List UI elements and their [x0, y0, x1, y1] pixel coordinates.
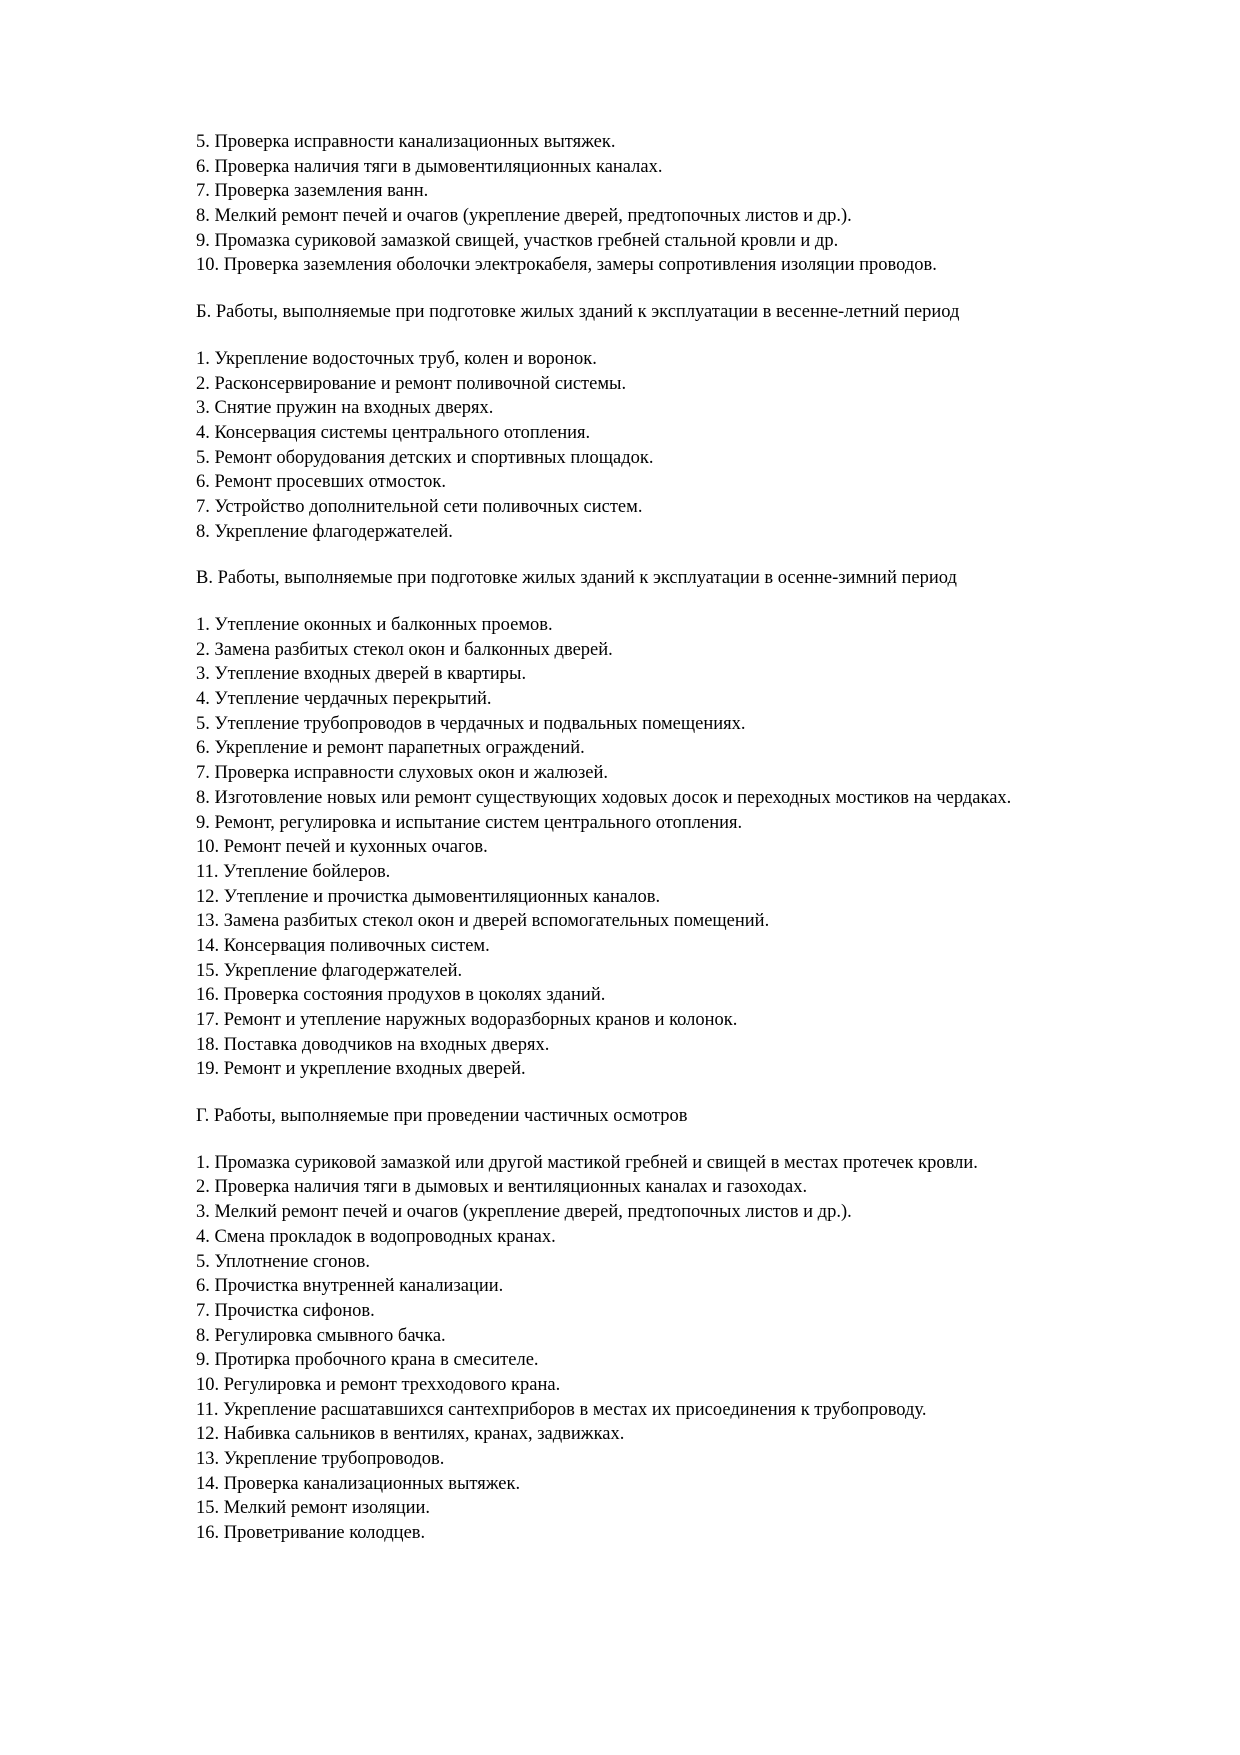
list-item: 5. Проверка исправности канализационных вытяжек. — [196, 132, 616, 152]
list-item: 8. Регулировка смывного бачка. — [196, 1325, 446, 1346]
numbered-list — [168, 613, 1072, 1082]
document-body — [168, 130, 1072, 1546]
list-item: 8. Мелкий ремонт печей и очагов (укрепление дверей, предтопочных листов и др.). — [196, 206, 852, 227]
list-item: 19. Ремонт и укрепление входных дверей. — [196, 1059, 526, 1080]
list-item: 3. Снятие пружин на входных дверях. — [196, 398, 494, 419]
numbered-list — [168, 347, 1072, 545]
list-item: 5. Уплотнение сгонов. — [196, 1251, 371, 1272]
list-item: 18. Поставка доводчиков на входных дверях. — [196, 1034, 550, 1055]
list-item: 16. Проветривание колодцев. — [196, 1523, 426, 1544]
list-item: 8. Укрепление флагодержателей. — [196, 521, 453, 542]
section-heading: Б. Работы, выполняемые при подготовке жилых зданий к эксплуатации в весенне-летний период — [196, 302, 960, 323]
paragraph-spacer — [168, 591, 1072, 613]
list-item: 6. Укрепление и ремонт парапетных ограждений. — [196, 738, 585, 759]
paragraph-spacer — [168, 325, 1072, 347]
paragraph-spacer — [168, 544, 1072, 566]
list-item: 5. Утепление трубопроводов в чердачных и подвальных помещениях. — [196, 713, 746, 734]
list-item: 10. Проверка заземления оболочки электрокабеля, замеры сопротивления изоляции проводов. — [196, 255, 937, 276]
paragraph-spacer — [168, 278, 1072, 300]
list-item: 2. Замена разбитых стекол окон и балконных дверей. — [196, 639, 613, 660]
list-item: 4. Утепление чердачных перекрытий. — [196, 689, 492, 710]
numbered-list — [168, 130, 1072, 278]
list-item: 1. Укрепление водосточных труб, колен и воронок. — [196, 348, 597, 369]
list-item: 11. Укрепление расшатавшихся сантехприборов в местах их присоединения к трубопроводу. — [196, 1399, 927, 1420]
list-item: 8. Изготовление новых или ремонт существующих ходовых досок и переходных мостиков на чердаках. — [196, 787, 1012, 808]
list-item: 11. Утепление бойлеров. — [196, 861, 391, 882]
list-item: 16. Проверка состояния продухов в цоколях зданий. — [196, 985, 606, 1006]
list-item: 9. Ремонт, регулировка и испытание систем центрального отопления. — [196, 812, 743, 833]
list-item: 10. Регулировка и ремонт трехходового крана. — [196, 1374, 561, 1395]
list-item: 9. Промазка суриковой замазкой свищей, участков гребней стальной кровли и др. — [196, 230, 839, 251]
list-item: 4. Смена прокладок в водопроводных кранах. — [196, 1226, 556, 1247]
list-item: 2. Расконсервирование и ремонт поливочной системы. — [196, 373, 627, 394]
list-item: 10. Ремонт печей и кухонных очагов. — [196, 837, 488, 858]
list-item: 5. Ремонт оборудования детских и спортивных площадок. — [196, 447, 654, 468]
list-item: 7. Проверка заземления ванн. — [196, 181, 429, 202]
list-item: 3. Мелкий ремонт печей и очагов (укрепление дверей, предтопочных листов и др.). — [196, 1202, 852, 1223]
list-item: 7. Прочистка сифонов. — [196, 1300, 375, 1321]
list-item: 14. Консервация поливочных систем. — [196, 935, 490, 956]
section-heading: В. Работы, выполняемые при подготовке жилых зданий к эксплуатации в осенне-зимний период — [196, 568, 957, 589]
list-item: 6. Проверка наличия тяги в дымовентиляционных каналах. — [196, 156, 663, 177]
list-item: 6. Ремонт просевших отмосток. — [196, 472, 447, 493]
list-item: 7. Проверка исправности слуховых окон и жалюзей. — [196, 763, 609, 784]
list-item: 12. Утепление и прочистка дымовентиляционных каналов. — [196, 886, 661, 907]
list-item: 13. Укрепление трубопроводов. — [196, 1449, 445, 1469]
list-item: 1. Утепление оконных и балконных проемов. — [196, 615, 553, 635]
list-item: 6. Прочистка внутренней канализации. — [196, 1276, 504, 1297]
list-item: 15. Мелкий ремонт изоляции. — [196, 1498, 431, 1519]
list-item: 15. Укрепление флагодержателей. — [196, 960, 463, 981]
list-item: 12. Набивка сальников в вентилях, кранах, задвижках. — [196, 1424, 625, 1445]
list-item: 2. Проверка наличия тяги в дымовых и вентиляционных каналах и газоходах. — [196, 1177, 808, 1198]
list-item: 17. Ремонт и утепление наружных водоразборных кранов и колонок. — [196, 1010, 738, 1030]
list-item: 1. Промазка суриковой замазкой или другой мастикой гребней и свищей в местах протечек кровли. — [196, 1152, 978, 1173]
list-item: 13. Замена разбитых стекол окон и дверей вспомогательных помещений. — [196, 911, 770, 932]
list-item: 14. Проверка канализационных вытяжек. — [196, 1473, 521, 1494]
paragraph-spacer — [168, 1129, 1072, 1151]
section-heading: Г. Работы, выполняемые при проведении частичных осмотров — [196, 1106, 688, 1127]
list-item: 9. Протирка пробочного крана в смесителе. — [196, 1350, 539, 1371]
list-item: 3. Утепление входных дверей в квартиры. — [196, 664, 527, 685]
paragraph-spacer — [168, 1082, 1072, 1104]
list-item: 4. Консервация системы центрального отопления. — [196, 422, 591, 443]
list-item: 7. Устройство дополнительной сети поливочных систем. — [196, 496, 643, 517]
numbered-list — [168, 1151, 1072, 1546]
